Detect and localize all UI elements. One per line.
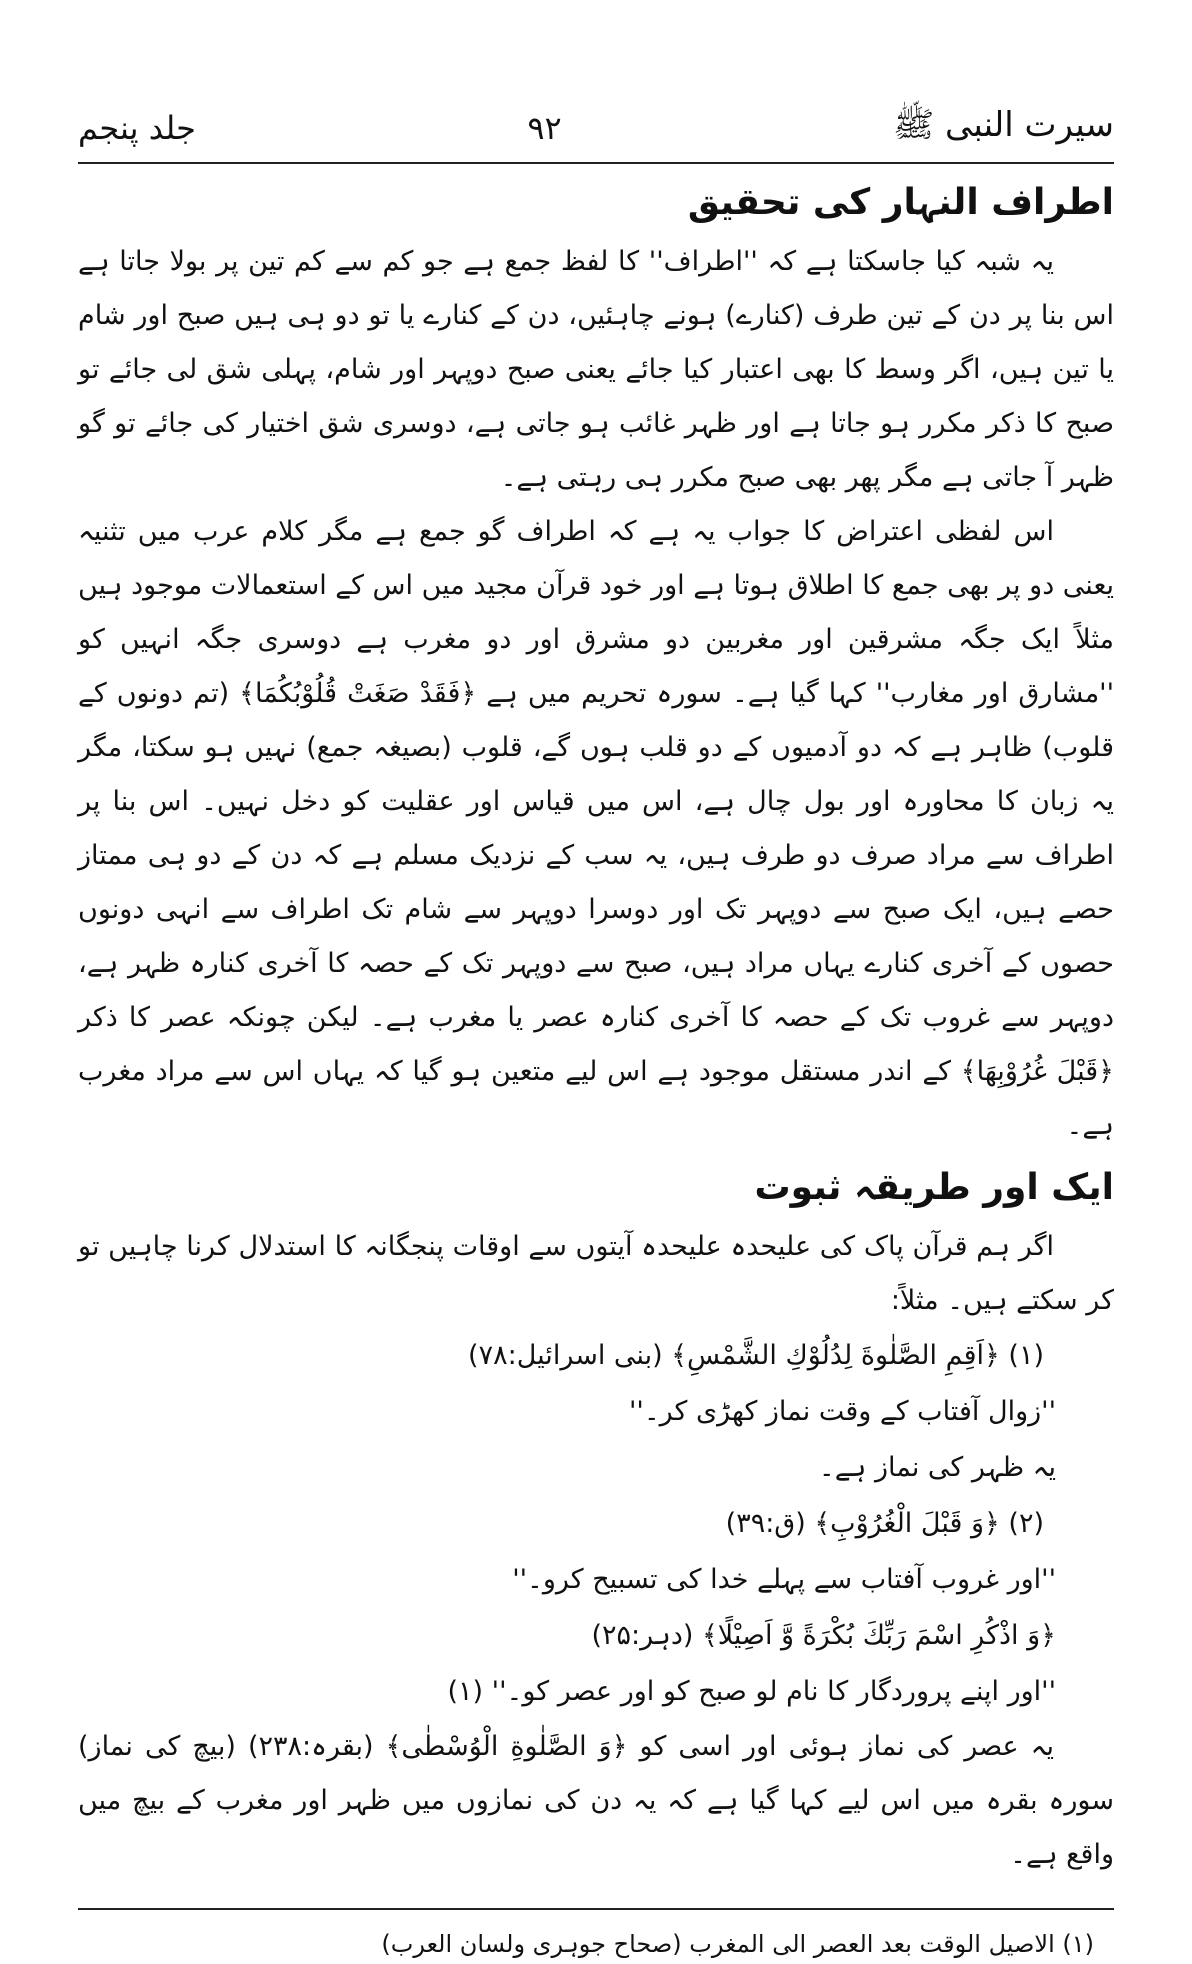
closing-paragraph: یہ عصر کی نماز ہوئی اور اسی کو ﴿وَ الصَّلٰوةِ الْوُسْطٰى﴾ (بقرہ:۲۳۸) (بیچ کی نماز) سورہ بقرہ میں اس لیے کہا گیا ہے کہ یہ دن کی نمازوں میں ظہر اور مغرب کے بیچ میں واقع ہے۔ xyxy=(78,1731,1114,1870)
section-heading-2: ایک اور طریقہ ثبوت xyxy=(754,1167,1114,1208)
note-1: یہ ظہر کی نماز ہے۔ xyxy=(818,1452,1056,1483)
page-header xyxy=(78,100,1114,156)
header-rule xyxy=(78,162,1114,164)
intro-paragraph: اگر ہم قرآن پاک کی علیحدہ علیحدہ آیتوں سے اوقات پنجگانہ کا استدلال کرنا چاہیں تو کر سکتے ہیں۔ مثلاً: xyxy=(78,1231,1114,1316)
verse-2: (۲) ﴿وَ قَبْلَ الْغُرُوْبِ﴾ (ق:۳۹) xyxy=(725,1508,1044,1539)
section-heading-1: اطراف النہار کی تحقیق xyxy=(687,182,1114,223)
footnote-rule xyxy=(78,1908,1114,1910)
verse-1: (۱) ﴿اَقِمِ الصَّلٰوةَ لِدُلُوْكِ الشَّمْسِ﴾ (بنی اسرائیل:۷۸) xyxy=(468,1340,1044,1371)
translation-2: ''اور غروب آفتاب سے پہلے خدا کی تسبیح کرو۔'' xyxy=(512,1564,1056,1595)
translation-3: ''اور اپنے پروردگار کا نام لو صبح کو اور عصر کو۔'' (۱) xyxy=(447,1676,1056,1707)
paragraph-1: یہ شبہ کیا جاسکتا ہے کہ ''اطراف'' کا لفظ جمع ہے جو کم سے کم تین پر بولا جاتا ہے اس بنا پر دن کے تین طرف (کنارے) ہونے چاہئیں، دن کے کنارے یا تو دو ہی ہیں صبح اور شام یا تین ہیں، اگر وسط کا بھی اعتبار کیا جائے یعنی صبح دوپہر اور شام، پہلی شق لی جائے تو صبح کا ذکر مکرر ہو جاتا ہے اور ظہر غائب ہو جاتی ہے، دوسری شق اختیار کی جائے تو گو ظہر آ جاتی ہے مگر پھر بھی صبح مکرر ہی رہتی ہے۔ xyxy=(78,246,1114,493)
paragraph-2: اس لفظی اعتراض کا جواب یہ ہے کہ اطراف گو جمع ہے مگر کلام عرب میں تثنیہ یعنی دو پر بھی جمع کا اطلاق ہوتا ہے اور خود قرآن مجید میں اس کے استعمالات موجود ہیں مثلاً ایک جگہ مشرقین اور مغربین دو مشرق اور دو مغرب ہے دوسری جگہ انہیں کو ''مشارق اور مغارب'' کہا گیا ہے۔ سورہ تحریم میں ہے ﴿فَقَدْ صَغَتْ قُلُوْبُكُمَا﴾ (تم دونوں کے قلوب) ظاہر ہے کہ دو آدمیوں کے دو قلب ہوں گے، قلوب (بصیغہ جمع) نہیں ہو سکتا، مگر یہ زبان کا محاورہ اور بول چال ہے، اس میں قیاس اور عقلیت کو دخل نہیں۔ اس بنا پر اطراف سے مراد صرف دو طرف ہیں، یہ سب کے نزدیک مسلم ہے کہ دن کے دو ہی ممتاز حصے ہیں، ایک صبح سے دوپہر تک اور دوسرا دوپہر سے شام تک اطراف سے انہی دونوں حصوں کے آخری کنارے یہاں مراد ہیں، صبح سے دوپہر تک کے حصہ کا آخری کنارہ ظہر ہے، دوپہر سے غروب تک کے حصہ کا آخری کنارہ عصر یا مغرب ہے۔ لیکن چونکہ عصر کا ذکر ﴿قَبْلَ غُرُوْبِهَا﴾ کے اندر مستقل موجود ہے اس لیے متعین ہو گیا کہ یہاں اس سے مراد مغرب ہے۔ xyxy=(78,516,1114,1141)
verse-3: ﴿وَ اذْكُرِ اسْمَ رَبِّكَ بُكْرَةً وَّ اَصِيْلًا﴾ (دہر:۲۵) xyxy=(591,1620,1056,1651)
volume-label: جلد پنجم xyxy=(78,109,196,147)
footnote: (۱) الاصیل الوقت بعد العصر الی المغرب (صحاح جوہری ولسان العرب) xyxy=(381,1930,1094,1958)
book-title: سیرت النبی ﷺ xyxy=(893,104,1114,145)
page-number: ۹۲ xyxy=(527,109,562,147)
translation-1: ''زوال آفتاب کے وقت نماز کھڑی کر۔'' xyxy=(628,1396,1056,1427)
